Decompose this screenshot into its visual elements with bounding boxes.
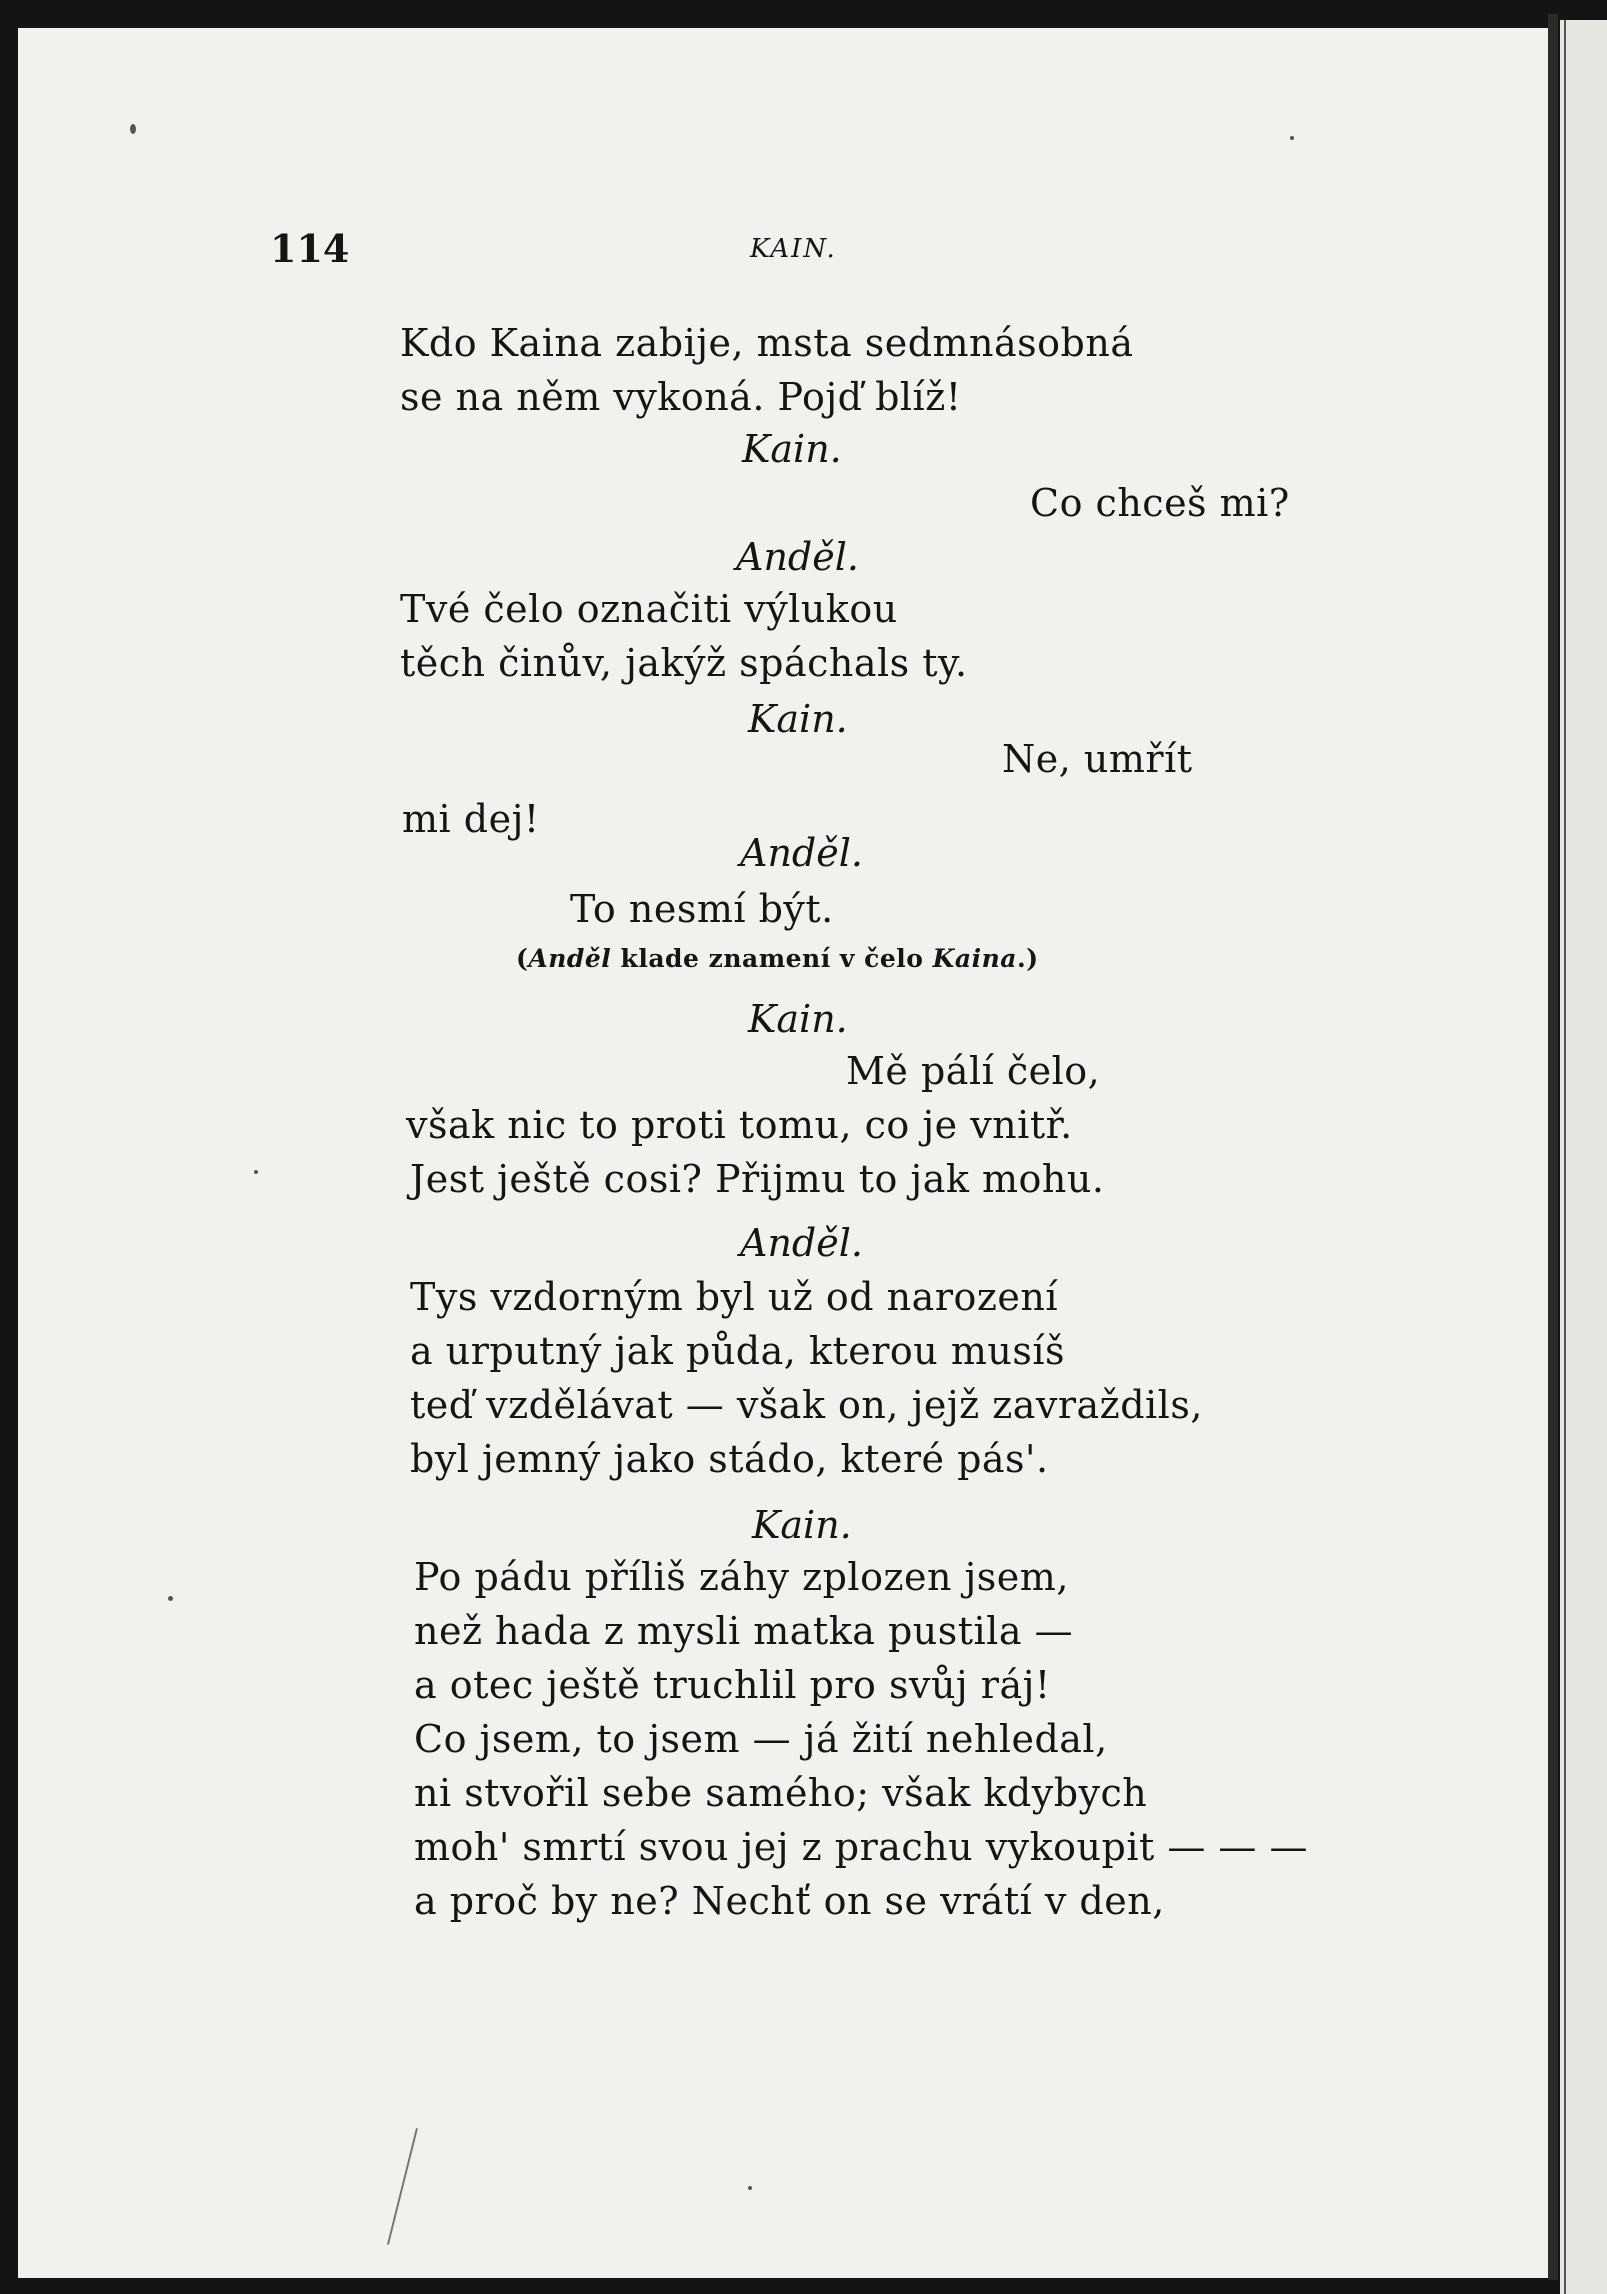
- page-speck: [130, 124, 136, 134]
- stage-direction: [516, 946, 1039, 971]
- speaker-name: Anděl.: [740, 831, 863, 875]
- speaker-name: Kain.: [748, 997, 848, 1041]
- stage-direction-paren: (: [516, 944, 529, 973]
- verse-line: a proč by ne? Nechť on se vrátí v den,: [414, 1879, 1165, 1923]
- verse-line: Kdo Kaina zabije, msta sedmnásobná: [400, 321, 1134, 365]
- page-scratch: [387, 2128, 418, 2245]
- verse-line: Mě pálí čelo,: [846, 1049, 1101, 1093]
- page-speck: [748, 2186, 752, 2190]
- verse-line: Co jsem, to jsem — já žití nehledal,: [414, 1717, 1108, 1761]
- verse-line: Po pádu příliš záhy zplozen jsem,: [414, 1555, 1069, 1599]
- speaker-name: Kain.: [742, 427, 842, 471]
- verse-line: a urputný jak půda, kterou musíš: [410, 1329, 1065, 1373]
- verse-line: moh' smrtí svou jej z prachu vykoupit — — —: [414, 1825, 1308, 1869]
- speaker-name: Kain.: [748, 697, 848, 741]
- verse-line: však nic to proti tomu, co je vnitř.: [406, 1103, 1073, 1147]
- verse-line: Tys vzdorným byl už od narození: [410, 1275, 1058, 1319]
- stage-direction-close: .): [1016, 944, 1039, 973]
- book-page: [18, 28, 1548, 2278]
- adjacent-page-edge: [1560, 20, 1607, 2294]
- verse-line: Ne, umřít: [1002, 737, 1193, 781]
- stage-direction-speaker: Anděl: [528, 944, 612, 973]
- verse-line: teď vzdělávat — však on, jejž zavraždils,: [410, 1383, 1203, 1427]
- speaker-name: Kain.: [752, 1503, 852, 1547]
- speaker-name: Anděl.: [740, 1221, 863, 1265]
- verse-line: než hada z mysli matka pustila —: [414, 1609, 1074, 1653]
- stage-direction-name: Kaina: [932, 944, 1017, 973]
- page-speck: [1290, 136, 1294, 140]
- adjacent-page-border: [1564, 20, 1566, 2294]
- verse-line: ni stvořil sebe samého; však kdybych: [414, 1771, 1148, 1815]
- page-speck: [168, 1596, 173, 1601]
- stage-direction-text: klade znamení v čelo: [611, 944, 933, 973]
- verse-line: mi dej!: [402, 797, 540, 841]
- verse-line: To nesmí být.: [570, 887, 834, 931]
- book-spine-shadow: [1548, 14, 1558, 2280]
- running-title: KAIN.: [750, 234, 837, 264]
- verse-line: těch činův, jakýž spáchals ty.: [400, 641, 968, 685]
- page-number: 114: [270, 226, 350, 271]
- verse-line: a otec ještě truchlil pro svůj ráj!: [414, 1663, 1051, 1707]
- verse-line: byl jemný jako stádo, které pás'.: [410, 1437, 1049, 1481]
- speaker-name: Anděl.: [736, 535, 859, 579]
- page-speck: [254, 1170, 258, 1174]
- verse-line: se na něm vykoná. Pojď blíž!: [400, 375, 962, 419]
- verse-line: Co chceš mi?: [1030, 481, 1290, 525]
- verse-line: Tvé čelo označiti výlukou: [400, 587, 898, 631]
- verse-line: Jest ještě cosi? Přijmu to jak mohu.: [410, 1157, 1105, 1201]
